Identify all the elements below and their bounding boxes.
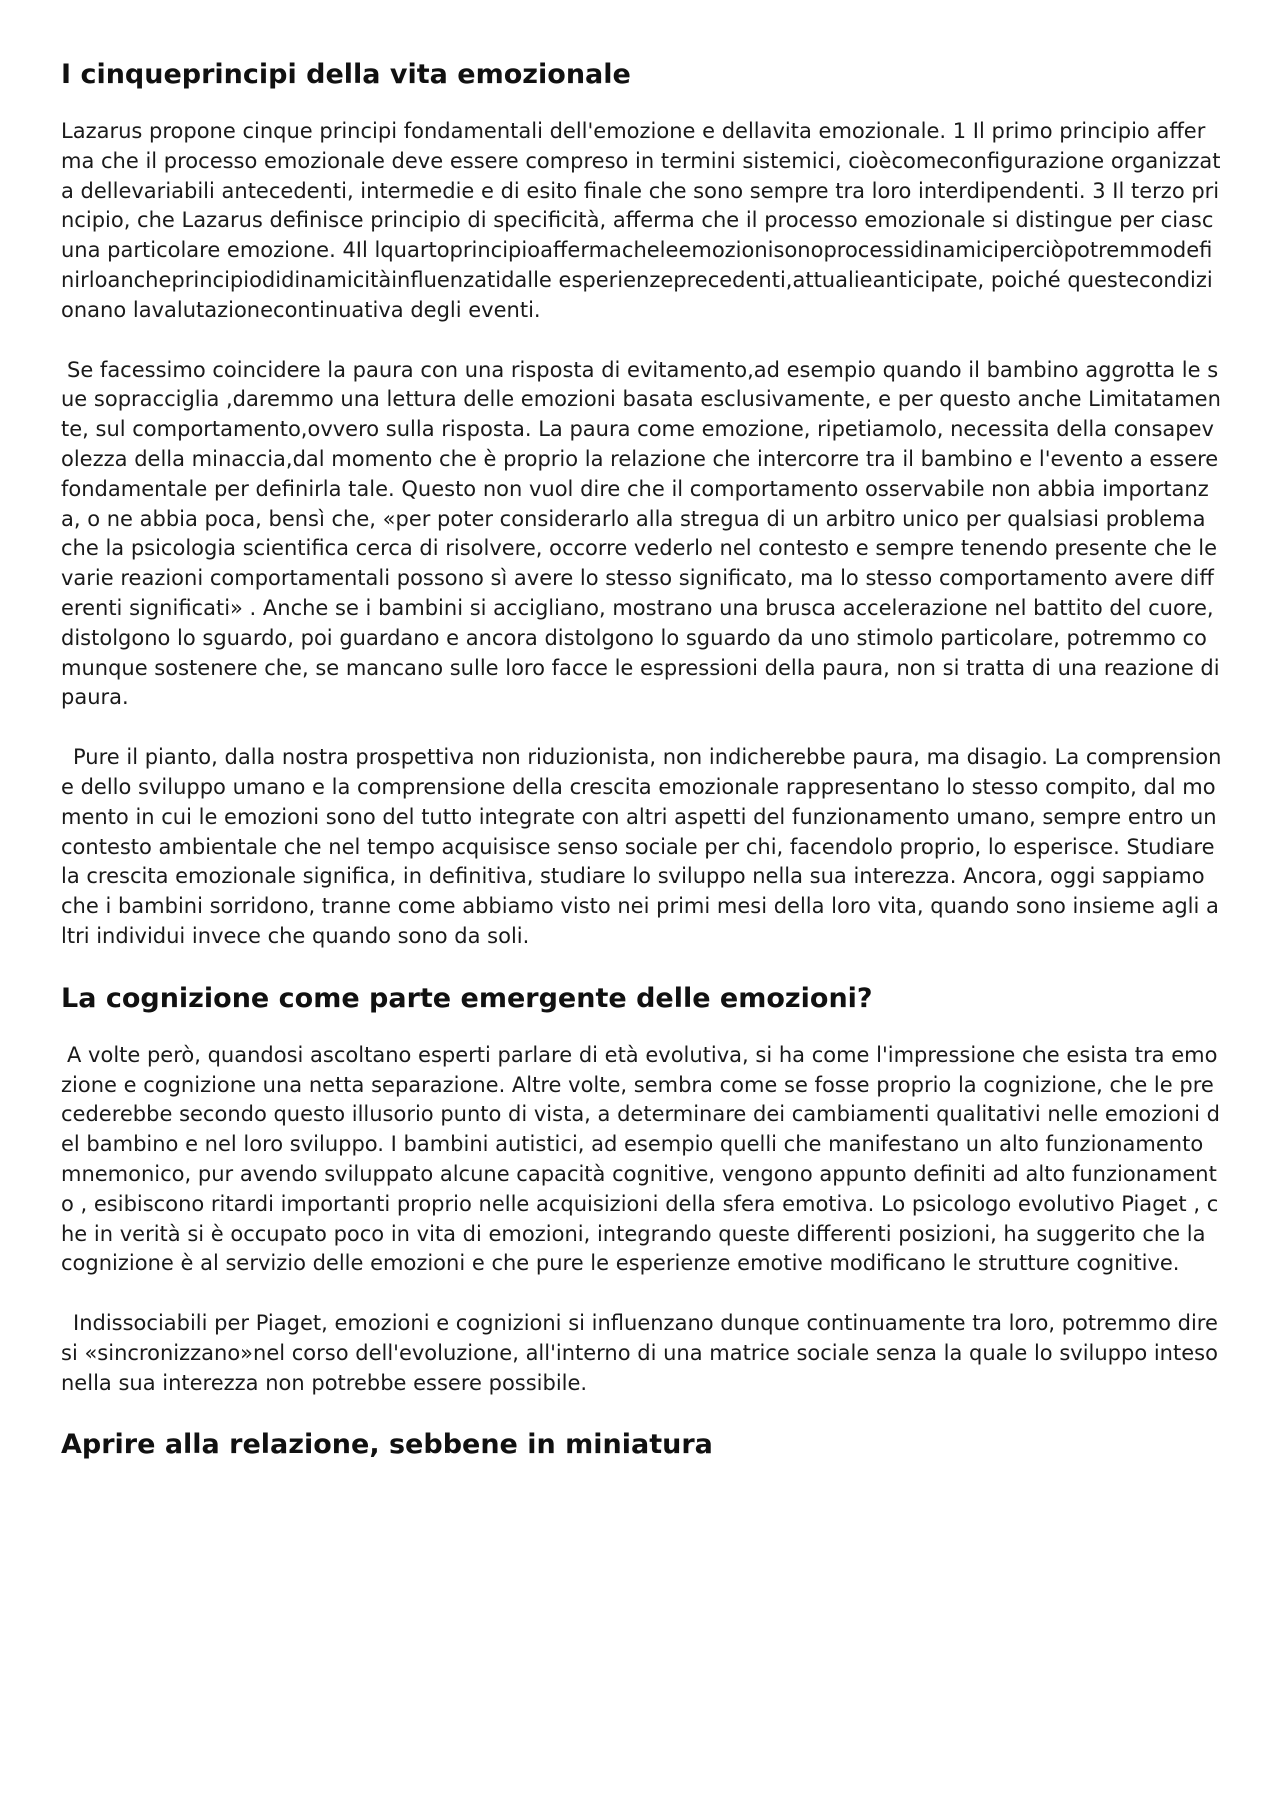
section-heading-relazione-miniatura: Aprire alla relazione, sebbene in miniatura bbox=[61, 1429, 713, 1461]
section-heading-cognizione: La cognizione come parte emergente delle emozioni? bbox=[61, 982, 873, 1014]
paragraph-piaget-sincronizzano: Indissociabili per Piaget, emozioni e cognizioni si influenzano dunque continuamente tra loro, potremmo dire si «sincronizzano»nel corso dell'evoluzione, all'interno di una matrice sociale senza la quale lo sviluppo inteso nella sua interezza non potrebbe essere possibile. bbox=[61, 1311, 1218, 1395]
paragraph-paura-evitamento: Se facessimo coincidere la paura con una risposta di evitamento,ad esempio quando il bambino aggrotta le sue sopracciglia ,daremmo una lettura delle emozioni basata esclusivamente, e per questo anche Limitatamente, sul comportamento,ovvero sulla risposta. La paura come emozione, ripetiamolo, necessita della consapevolezza della minaccia,dal momento che è proprio la relazione che intercorre tra il bambino e l'evento a essere fondamentale per definirla tale. Questo non vuol dire che il comportamento osservabile non abbia importanza, o ne abbia poca, bensì che, «per poter considerarlo alla stregua di un arbitro unico per qualsiasi problema che la psicologia scientifica cerca di risolvere, occorre vederlo nel contesto e sempre tenendo presente che le varie reazioni comportamentali possono sì avere lo stesso significato, ma lo stesso comportamento avere differenti significati» . Anche se i bambini si accigliano, mostrano una brusca accelerazione nel battito del cuore, distolgono lo sguardo, poi guardano e ancora distolgono lo sguardo da uno stimolo particolare, potremmo comunque sostenere che, se mancano sulle loro facce le espressioni della paura, non si tratta di una reazione di paura. bbox=[61, 357, 1221, 710]
paragraph-lazarus-principi: Lazarus propone cinque principi fondamentali dell'emozione e dellavita emozionale. 1 Il primo principio afferma che il processo emozionale deve essere compreso in termini sistemici, cioècomeconfigurazione organizzata dellevariabili antecedenti, intermedie e di esito finale che sono sempre tra loro interdipendenti. 3 Il terzo principio, che Lazarus definisce principio di specificità, afferma che il processo emozionale si distingue per ciascuna particolare emozione. 4Il lquartoprincipioaffermacheleemozionisonoprocessidinamiciperciòpotremmodefinirloancheprincipiodidinamicitàinfluenzatidalle esperienzeprecedenti,attualieanticipate, poiché questecondizionano lavalutazionecontinuativa degli eventi. bbox=[61, 119, 1221, 322]
paragraph-emozione-cognizione: A volte però, quandosi ascoltano esperti parlare di età evolutiva, si ha come l'impressione che esista tra emozione e cognizione una netta separazione. Altre volte, sembra come se fosse proprio la cognizione, che le precederebbe secondo questo illusorio punto di vista, a determinare dei cambiamenti qualitativi nelle emozioni del bambino e nel loro sviluppo. I bambini autistici, ad esempio quelli che manifestano un alto funzionamento mnemonico, pur avendo sviluppato alcune capacità cognitive, vengono appunto definiti ad alto funzionamento , esibiscono ritardi importanti proprio nelle acquisizioni della sfera emotiva. Lo psicologo evolutivo Piaget , che in verità si è occupato poco in vita di emozioni, integrando queste differenti posizioni, ha suggerito che la cognizione è al servizio delle emozioni e che pure le esperienze emotive modificano le strutture cognitive. bbox=[61, 1042, 1220, 1276]
paragraph-pianto-disagio: Pure il pianto, dalla nostra prospettiva non riduzionista, non indicherebbe paura, ma disagio. La comprensione dello sviluppo umano e la comprensione della crescita emozionale rappresentano lo stesso compito, dal momento in cui le emozioni sono del tutto integrate con altri aspetti del funzionamento umano, sempre entro un contesto ambientale che nel tempo acquisisce senso sociale per chi, facendolo proprio, lo esperisce. Studiare la crescita emozionale significa, in definitiva, studiare lo sviluppo nella sua interezza. Ancora, oggi sappiamo che i bambini sorridono, tranne come abbiamo visto nei primi mesi della loro vita, quando sono insieme agli altri individui invece che quando sono da soli. bbox=[61, 745, 1222, 948]
section-heading-cinque-principi: I cinqueprincipi della vita emozionale bbox=[61, 59, 631, 90]
